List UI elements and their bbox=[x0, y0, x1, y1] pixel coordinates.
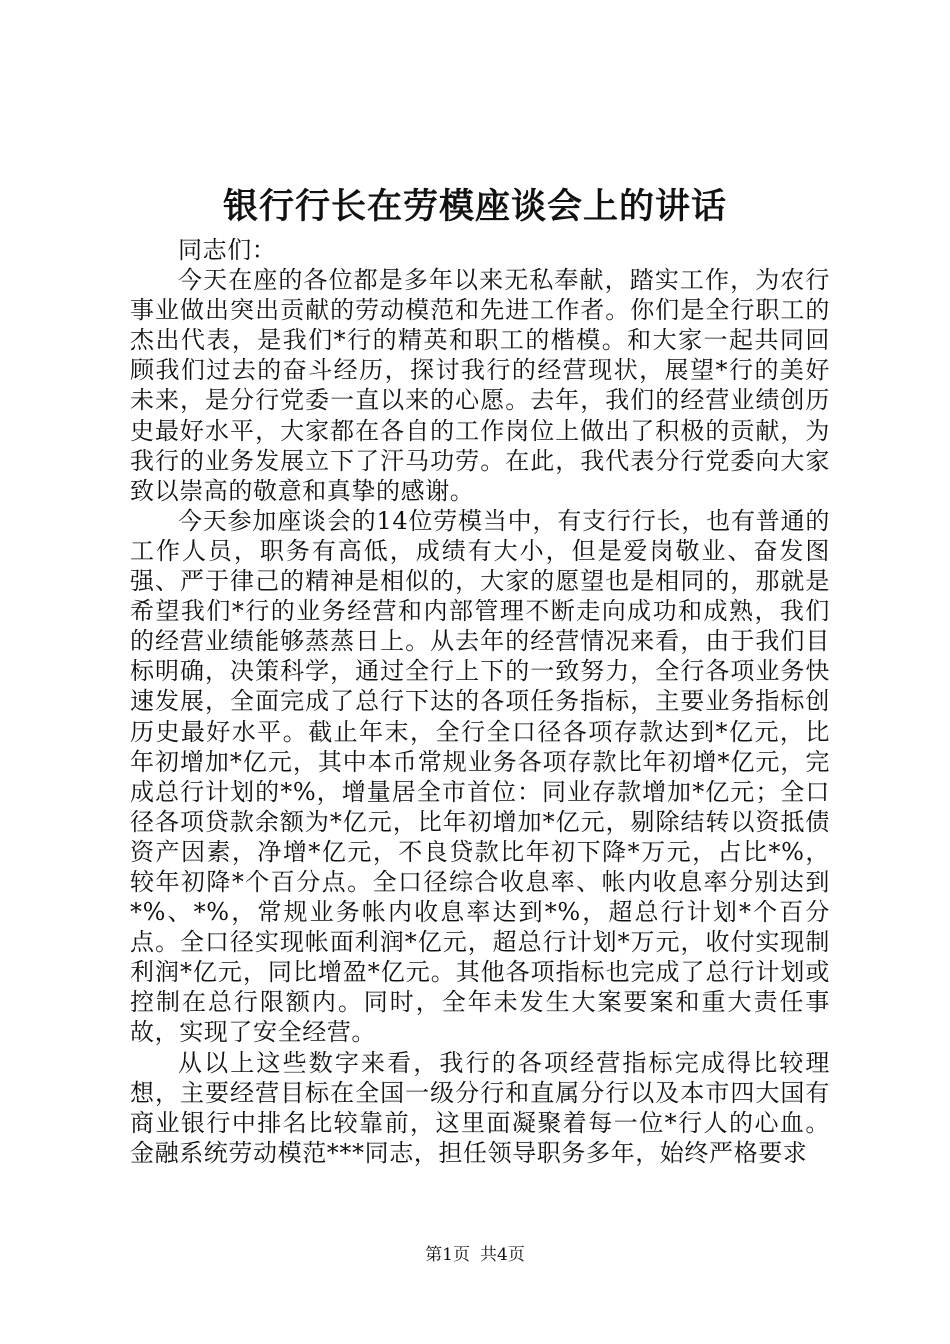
body-paragraph-1: 今天在座的各位都是多年以来无私奉献，踏实工作，为农行事业做出突出贡献的劳动模范和先进工作者。你们是全行职工的杰出代表，是我们*行的精英和职工的楷模。和大家一起共同回顾我们过去的奋斗经历，探讨我行的经营现状，展望*行的美好未来，是分行党委一直以来的心愿。去年，我们的经营业绩创历史最好水平，大家都在各自的工作岗位上做出了积极的贡献，为我行的业务发展立下了汗马功劳。在此，我代表分行党委向大家致以崇高的敬意和真挚的感谢。 bbox=[130, 266, 830, 505]
body-paragraph-2: 今天参加座谈会的14位劳模当中，有支行行长，也有普通的工作人员，职务有高低，成绩有大小，但是爱岗敬业、奋发图强、严于律己的精神是相似的，大家的愿望也是相同的，那就是希望我们*行的业务经营和内部管理不断走向成功和成熟，我们的经营业绩能够蒸蒸日上。从去年的经营情况来看，由于我们目标明确，决策科学，通过全行上下的一致努力，全行各项业务快速发展，全面完成了总行下达的各项任务指标，主要业务指标创历史最好水平。截止年末，全行全口径各项存款达到*亿元，比年初增加*亿元，其中本币常规业务各项存款比年初增*亿元，完成总行计划的*%，增量居全市首位：同业存款增加*亿元；全口径各项贷款余额为*亿元，比年初增加*亿元，剔除结转以资抵债资产因素，净增*亿元，不良贷款比年初下降*万元，占比*%，较年初降*个百分点。全口径综合收息率、帐内收息率分别达到*%、*%，常规业务帐内收息率达到*%，超总行计划*个百分点。全口径实现帐面利润*亿元，超总行计划*万元，收付实现制利润*亿元，同比增盈*亿元。其他各项指标也完成了总行计划或控制在总行限额内。同时，全年未发生大案要案和重大责任事故，实现了安全经营。 bbox=[130, 506, 830, 1047]
document-body bbox=[130, 235, 830, 1168]
page-footer bbox=[0, 1243, 950, 1267]
document-title: 银行行长在劳模座谈会上的讲话 bbox=[222, 186, 727, 227]
page-number: 第1页 bbox=[425, 1245, 470, 1265]
body-paragraph-3: 从以上这些数字来看，我行的各项经营指标完成得比较理想，主要经营目标在全国一级分行和直属分行以及本市四大国有商业银行中排名比较靠前，这里面凝聚着每一位*行人的心血。金融系统劳动模范***同志，担任领导职务多年，始终严格要求 bbox=[130, 1048, 830, 1167]
salutation: 同志们： bbox=[178, 236, 277, 264]
page-total: 共4页 bbox=[480, 1245, 525, 1265]
